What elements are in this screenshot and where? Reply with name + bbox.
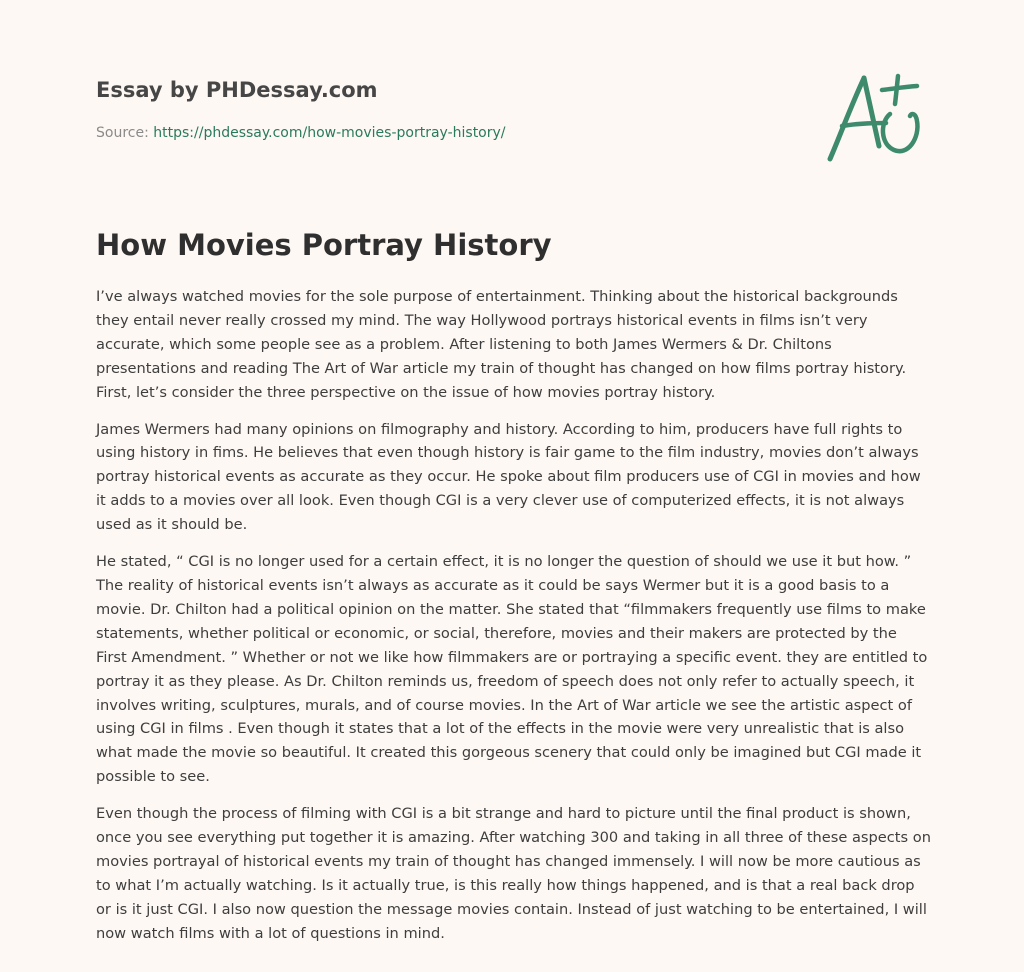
article-paragraph: He stated, “ CGI is no longer used for a certain effect, it is no longer the question of should we use it but how. ” The reality of historical events isn’t always as accurate as it could be says Wermer but it is a good basis to a movie. Dr. Chilton had a political opinion on the matter. She stated that “filmmakers frequently use films to make statements, whether political or economic, or social, therefore, movies and their makers are protected by the First Amendment. ” Whether or not we like how filmmakers are or portraying a specific event. they are entitled to portray it as they please. As Dr. Chilton reminds us, freedom of speech does not only refer to actually speech, it involves writing, sculptures, murals, and of course movies. In the Art of War article we see the artistic aspect of using CGI in films . Even though it states that a lot of the effects in the movie were very unrealistic that is also what made the movie so beautiful. It created this gorgeous scenery that could only be imagined but CGI made it possible to see. bbox=[96, 553, 928, 786]
brand-title: Essay by PHDessay.com bbox=[96, 78, 378, 102]
page-title: How Movies Portray History bbox=[96, 228, 552, 262]
article-body bbox=[96, 285, 932, 959]
source-line bbox=[96, 124, 506, 142]
source-link[interactable]: https://phdessay.com/how-movies-portray-history/ bbox=[153, 125, 506, 141]
article-paragraph: I’ve always watched movies for the sole purpose of entertainment. Thinking about the historical backgrounds they entail never really crossed my mind. The way Hollywood portrays historical events in films isn’t very accurate, which some people see as a problem. After listening to both James Wermers & Dr. Chiltons presentations and reading The Art of War article my train of thought has changed on how films portray history. First, let’s consider the three perspective on the issue of how movies portray history. bbox=[96, 288, 907, 401]
source-label: Source: bbox=[96, 125, 149, 141]
page-header bbox=[96, 76, 716, 104]
article-paragraph: James Wermers had many opinions on filmography and history. According to him, producers have full rights to using history in fims. He believes that even though history is fair game to the film industry, movies don’t always portray historical events as accurate as they occur. He spoke about film producers use of CGI in movies and how it adds to a movies over all look. Even though CGI is a very clever use of computerized effects, it is not always used as it should be. bbox=[96, 420, 921, 534]
article-paragraph: Even though the process of filming with CGI is a bit strange and hard to picture until the final product is shown, once you see everything put together it is amazing. After watching 300 and taking in all three of these aspects on movies portrayal of historical events my train of thought has changed immensely. I will now be more cautious as to what I’m actually watching. Is it actually true, is this really how things happened, and is that a real back drop or is it just CGI. I also now question the message movies contain. Instead of just watching to be entertained, I will now watch films with a lot of questions in mind. bbox=[96, 805, 931, 942]
a-plus-grade-icon bbox=[820, 66, 930, 166]
